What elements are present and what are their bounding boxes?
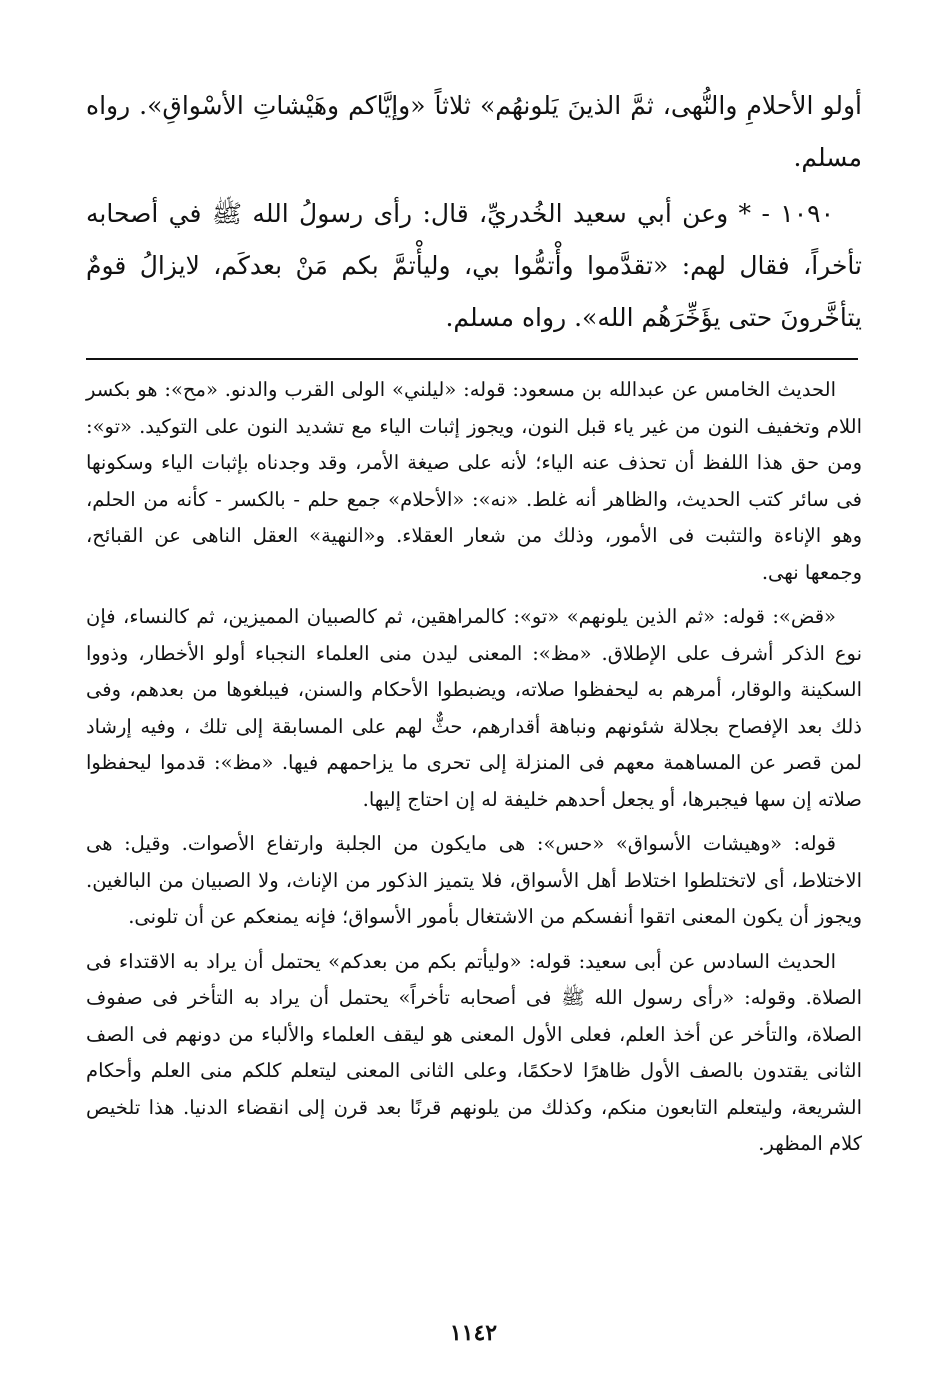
hadith-paragraph-continuation: أولو الأحلامِ والنُّهى، ثمَّ الذينَ يَلونهُم» ثلاثاً «وإيَّاكم وهَيْشاتِ الأسْواقِ». رواه مسلم.	[86, 91, 862, 172]
footnote-divider	[86, 358, 858, 360]
commentary-section	[86, 372, 862, 1171]
commentary-paragraph-2: «قض»: قوله: «ثم الذين يلونهم» «تو»: كالمراهقين، ثم كالصبيان المميزين، ثم كالنساء، فإن نوع الذكر أشرف على الإطلاق. «مظ»: المعنى ليدن منى العلماء النجباء أولو الأخطار، وذووا السكينة والوقار، أمرهم به ليحفظوا صلاته، ويضبطوا الأحكام والسنن، فيبلغوها من بعدهم، وفى ذلك بعد الإفصاح بجلالة شئونهم ونباهة أقدارهم، حثٌّ لهم على المسابقة إلى تلك ، وفيه إرشاد لمن قصر عن المساهمة معهم فى المنزلة إلى تحرى ما يزاحمهم فيها. «مظ»: قدموا ليحفظوا صلاته إن سها فيجبرها، أو يجعل أحدهم خليفة له إن احتاج إليها.	[86, 605, 862, 811]
commentary-paragraph-1: الحديث الخامس عن عبدالله بن مسعود: قوله: «ليلني» الولى القرب والدنو. «مح»: هو بكسر اللام وتخفيف النون من غير ياء قبل النون، ويجوز إثبات الياء مع تشديد النون على التوكيد. «تو»: ومن حق هذا اللفظ أن تحذف عنه الياء؛ لأنه على صيغة الأمر، وقد وجدناه بإثبات الياء وسكونها فى سائر كتب الحديث، والظاهر أنه غلط. «نه»: «الأحلام» جمع حلم - بالكسر - كأنه من الحلم، وهو الإناءة والتثبت فى الأمور، وذلك من شعار العقلاء. و«النهية» العقل الناهى عن القبائح، وجمعها نهى.	[86, 378, 862, 584]
commentary-paragraph-4: الحديث السادس عن أبى سعيد: قوله: «وليأتم بكم من بعدكم» يحتمل أن يراد به الاقتداء فى الصلاة. وقوله: «رأى رسول الله ﷺ فى أصحابه تأخراً» يحتمل أن يراد به التأخر فى صفوف الصلاة، والتأخر عن أخذ العلم، فعلى الأول المعنى هو ليقف العلماء والألباء من دونهم فى الصف الثانى يقتدون بالصف الأول ظاهرًا لاحكمًا، وعلى الثانى المعنى ليتعلم كلكم منى العلم وأحكام الشريعة، وليتعلم التابعون منكم، وكذلك من يلونهم قرنًا بعد قرن إلى انقضاء الدنيا. هذا تلخيص كلام المظهر.	[86, 949, 862, 1155]
hadith-main-text	[86, 80, 862, 348]
commentary-paragraph-3: قوله: «وهيشات الأسواق» «حس»: هى مايكون من الجلبة وارتفاع الأصوات. وقيل: هى الاختلاط، أى لاتختلطوا اختلاط أهل الأسواق، فلا يتميز الذكور من الإناث، ولا الصبيان من البالغين. ويجوز أن يكون المعنى اتقوا أنفسكم من الاشتغال بأمور الأسواق؛ فإنه يمنعكم عن أن تلونى.	[86, 832, 862, 928]
hadith-paragraph-1090: ١٠٩٠ - * وعن أبي سعيد الخُدريِّ، قال: رأى رسولُ الله ﷺ في أصحابه تأخراً، فقال لهم: «تقدَّموا وأْتمُّوا بي، وليأْتمَّ بكم مَنْ بعدكَم، لايزالُ قومٌ يتأخَّرونَ حتى يؤَخِّرَهُم الله». رواه مسلم.	[86, 199, 862, 332]
page-number: ١١٤٢	[449, 1320, 498, 1346]
